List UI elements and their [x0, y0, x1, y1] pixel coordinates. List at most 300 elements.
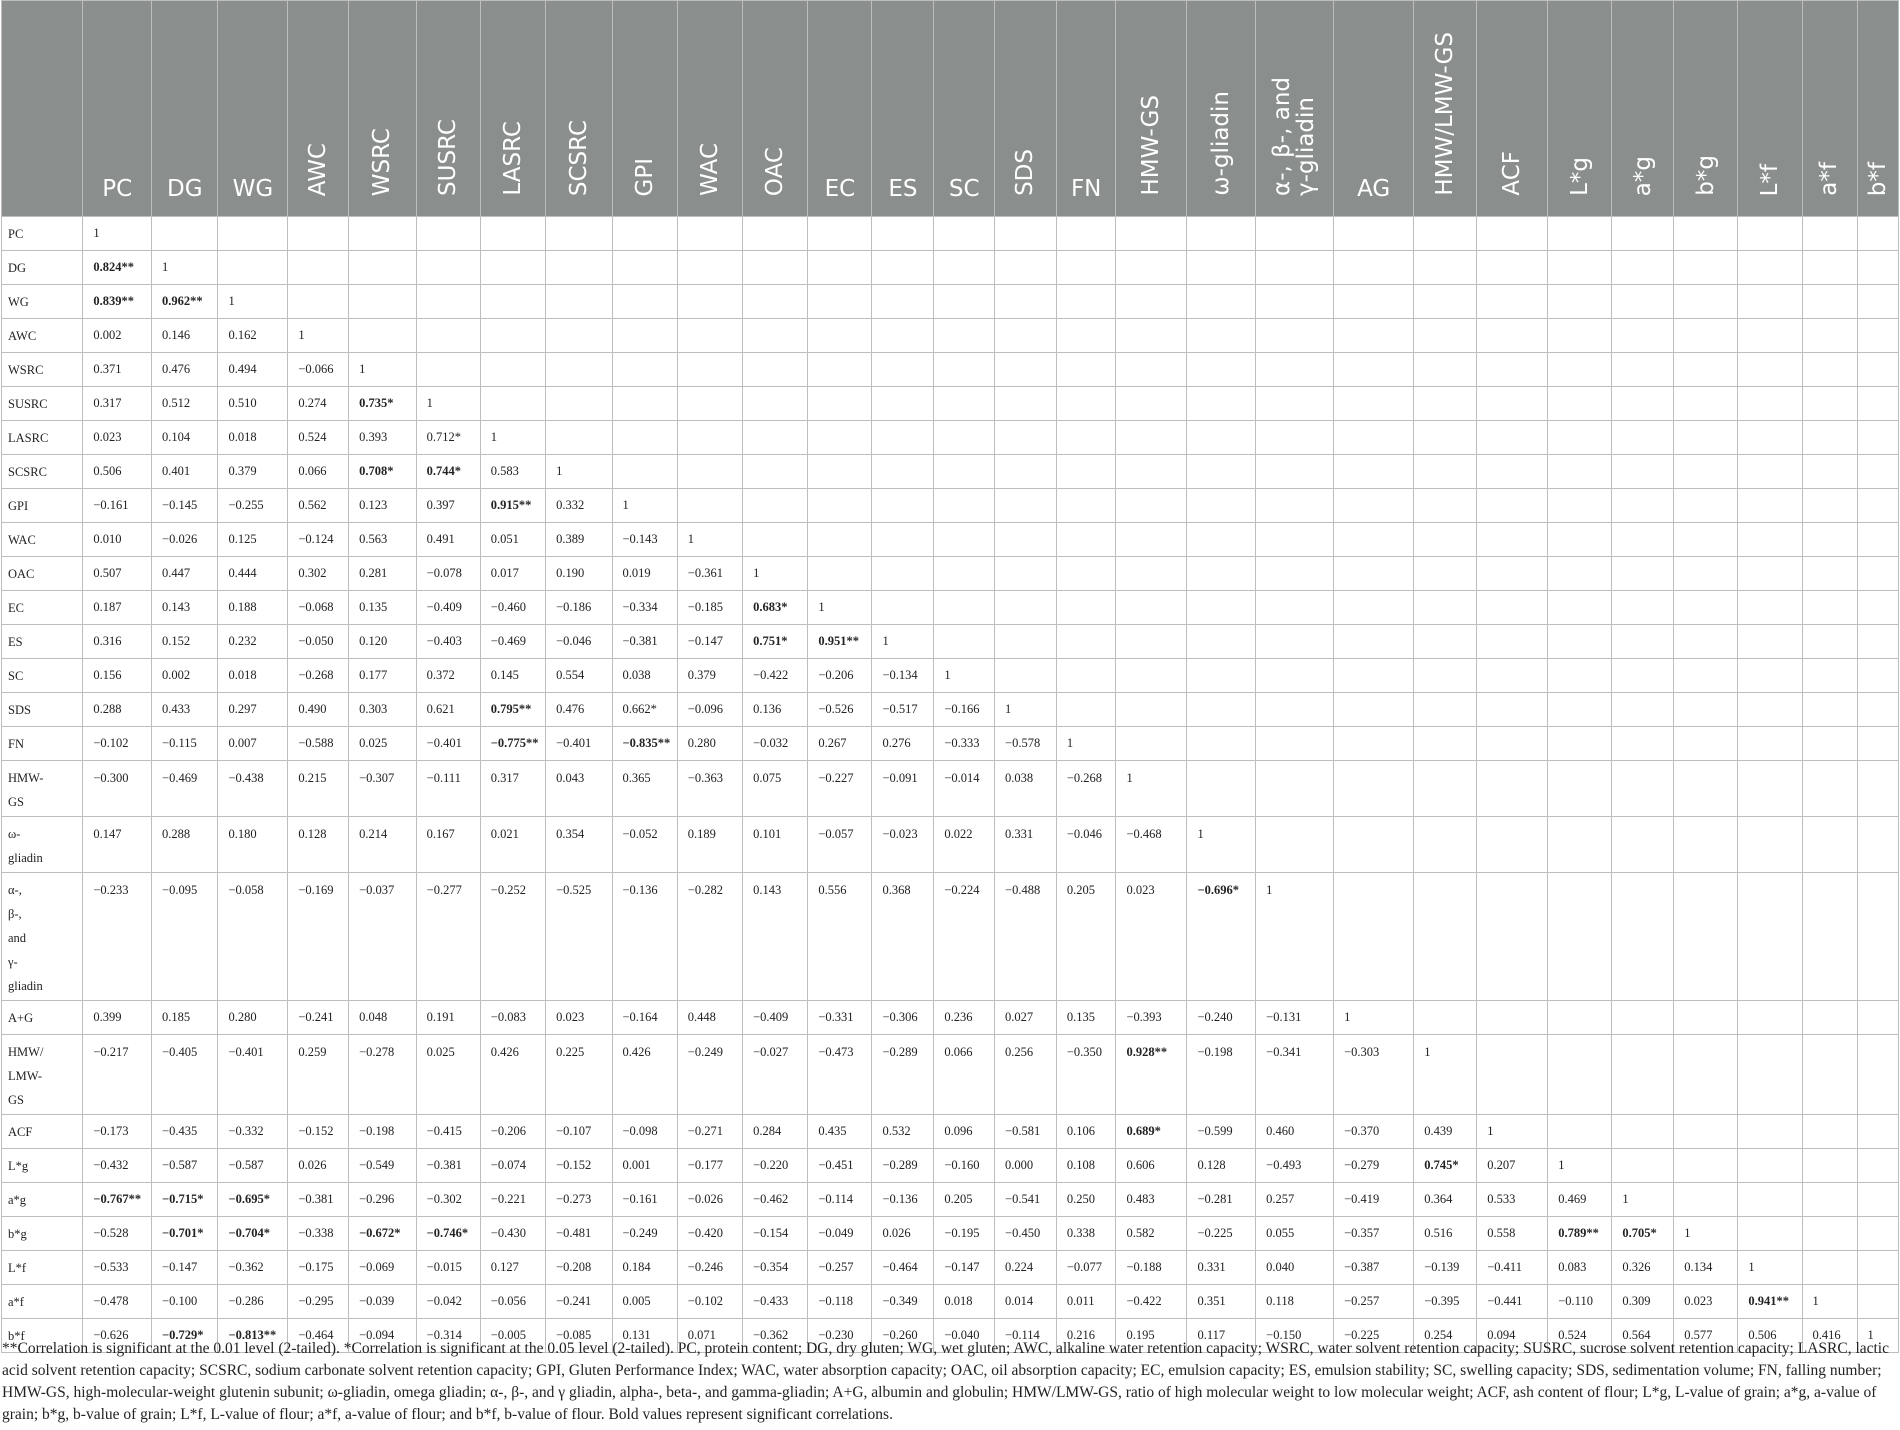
row-label: a*f: [2, 1285, 83, 1319]
empty-cell: [677, 489, 742, 523]
empty-cell: [1612, 319, 1674, 353]
correlation-value: 0.558: [1477, 1217, 1548, 1251]
empty-cell: [1056, 217, 1116, 251]
empty-cell: [1738, 455, 1802, 489]
empty-cell: [1738, 1217, 1802, 1251]
correlation-value: −0.528: [83, 1217, 152, 1251]
empty-cell: [1334, 659, 1414, 693]
empty-cell: [1256, 523, 1334, 557]
column-header: [546, 1, 612, 217]
correlation-value: 0.563: [349, 523, 417, 557]
correlation-value: −0.338: [288, 1217, 349, 1251]
empty-cell: [743, 217, 808, 251]
correlation-value: 0.928**: [1116, 1035, 1187, 1115]
column-header-label: PC: [102, 176, 133, 202]
table-row: [2, 455, 1899, 489]
empty-cell: [1738, 693, 1802, 727]
empty-cell: [416, 251, 480, 285]
correlation-value: 0.332: [546, 489, 612, 523]
table-row: [2, 523, 1899, 557]
empty-cell: [1056, 523, 1116, 557]
correlation-value: −0.046: [546, 625, 612, 659]
empty-cell: [1612, 659, 1674, 693]
table-footnote: [2, 1338, 1892, 1426]
column-header-label: L*g: [1566, 157, 1593, 196]
correlation-value: 1: [152, 251, 218, 285]
row-label: WSRC: [2, 353, 83, 387]
correlation-value: −0.282: [677, 873, 742, 1001]
correlation-value: −0.672*: [349, 1217, 417, 1251]
empty-cell: [677, 421, 742, 455]
empty-cell: [808, 285, 872, 319]
column-header: [1116, 1, 1187, 217]
column-header: [152, 1, 218, 217]
correlation-value: −0.314: [416, 1319, 480, 1353]
correlation-value: −0.333: [934, 727, 995, 761]
column-header-label: WG: [232, 176, 274, 202]
empty-cell: [1256, 659, 1334, 693]
empty-cell: [1738, 1035, 1802, 1115]
empty-cell: [1256, 217, 1334, 251]
correlation-value: −0.114: [995, 1319, 1057, 1353]
correlation-value: 0.745*: [1414, 1149, 1477, 1183]
empty-cell: [1187, 319, 1256, 353]
correlation-value: −0.432: [83, 1149, 152, 1183]
empty-cell: [1857, 1251, 1899, 1285]
correlation-value: 0.236: [934, 1001, 995, 1035]
empty-cell: [1056, 387, 1116, 421]
correlation-value: 0.735*: [349, 387, 417, 421]
empty-cell: [1414, 817, 1477, 873]
empty-cell: [1477, 353, 1548, 387]
empty-cell: [872, 319, 934, 353]
table-row: [2, 285, 1899, 319]
correlation-value: −0.052: [612, 817, 677, 873]
table-row: [2, 1285, 1899, 1319]
correlation-value: 0.191: [416, 1001, 480, 1035]
correlation-value: 0.712*: [416, 421, 480, 455]
correlation-value: −0.249: [677, 1035, 742, 1115]
column-header-label: a*g: [1629, 155, 1656, 196]
correlation-value: −0.277: [416, 873, 480, 1001]
correlation-value: 0.156: [83, 659, 152, 693]
correlation-value: 0.393: [349, 421, 417, 455]
correlation-value: 0.583: [480, 455, 545, 489]
correlation-value: −0.241: [288, 1001, 349, 1035]
correlation-value: 0.118: [1256, 1285, 1334, 1319]
correlation-value: 1: [480, 421, 545, 455]
row-label: HMW- GS: [2, 761, 83, 817]
table-row: [2, 693, 1899, 727]
column-header-label: SUSRC: [435, 119, 462, 196]
empty-cell: [349, 251, 417, 285]
empty-cell: [1056, 319, 1116, 353]
column-header: [1738, 1, 1802, 217]
empty-cell: [480, 285, 545, 319]
column-header: [1612, 1, 1674, 217]
correlation-value: −0.362: [218, 1251, 288, 1285]
empty-cell: [677, 387, 742, 421]
table-row: [2, 1149, 1899, 1183]
column-header: [872, 1, 934, 217]
correlation-value: 0.014: [995, 1285, 1057, 1319]
correlation-value: 0.941**: [1738, 1285, 1802, 1319]
empty-cell: [1674, 319, 1738, 353]
empty-cell: [1116, 421, 1187, 455]
correlation-value: −0.206: [808, 659, 872, 693]
empty-cell: [1548, 217, 1612, 251]
correlation-value: −0.131: [1256, 1001, 1334, 1035]
empty-cell: [612, 387, 677, 421]
empty-cell: [1857, 353, 1899, 387]
empty-cell: [1116, 523, 1187, 557]
correlation-value: −0.451: [808, 1149, 872, 1183]
empty-cell: [1116, 387, 1187, 421]
correlation-value: −0.195: [934, 1217, 995, 1251]
empty-cell: [1477, 591, 1548, 625]
correlation-value: 0.379: [218, 455, 288, 489]
correlation-value: 0.162: [218, 319, 288, 353]
correlation-value: 0.026: [872, 1217, 934, 1251]
empty-cell: [1334, 285, 1414, 319]
correlation-table: [1, 0, 1899, 1353]
column-header: [677, 1, 742, 217]
empty-cell: [1056, 625, 1116, 659]
correlation-value: −0.362: [743, 1319, 808, 1353]
empty-cell: [1187, 591, 1256, 625]
empty-cell: [1857, 591, 1899, 625]
empty-cell: [1857, 873, 1899, 1001]
correlation-value: −0.588: [288, 727, 349, 761]
correlation-value: 0.101: [743, 817, 808, 873]
correlation-value: −0.450: [995, 1217, 1057, 1251]
empty-cell: [1334, 455, 1414, 489]
correlation-value: 0.447: [152, 557, 218, 591]
row-label: ω- gliadin: [2, 817, 83, 873]
correlation-value: 0.303: [349, 693, 417, 727]
empty-cell: [1548, 817, 1612, 873]
empty-cell: [1056, 557, 1116, 591]
empty-cell: [1548, 489, 1612, 523]
column-header-label: b*f: [1864, 161, 1891, 196]
correlation-value: 0.143: [152, 591, 218, 625]
correlation-value: 0.379: [677, 659, 742, 693]
table-row: [2, 217, 1899, 251]
correlation-value: −0.217: [83, 1035, 152, 1115]
correlation-value: −0.350: [1056, 1035, 1116, 1115]
empty-cell: [1548, 659, 1612, 693]
correlation-value: −0.525: [546, 873, 612, 1001]
correlation-value: 0.338: [1056, 1217, 1116, 1251]
empty-cell: [934, 523, 995, 557]
correlation-value: −0.078: [416, 557, 480, 591]
empty-cell: [612, 455, 677, 489]
row-label: ACF: [2, 1115, 83, 1149]
empty-cell: [349, 319, 417, 353]
empty-cell: [480, 387, 545, 421]
empty-cell: [1116, 285, 1187, 319]
empty-cell: [1802, 557, 1857, 591]
empty-cell: [808, 353, 872, 387]
empty-cell: [1477, 873, 1548, 1001]
correlation-value: −0.334: [612, 591, 677, 625]
correlation-value: 1: [1477, 1115, 1548, 1149]
correlation-value: −0.626: [83, 1319, 152, 1353]
correlation-value: 0.326: [1612, 1251, 1674, 1285]
empty-cell: [1612, 557, 1674, 591]
empty-cell: [546, 421, 612, 455]
table-row: [2, 353, 1899, 387]
empty-cell: [288, 251, 349, 285]
correlation-value: 0.512: [152, 387, 218, 421]
correlation-value: 0.134: [1674, 1251, 1738, 1285]
correlation-value: −0.526: [808, 693, 872, 727]
column-header-label: α-, β-, and γ-gliadin: [1269, 77, 1320, 196]
correlation-value: −0.578: [995, 727, 1057, 761]
correlation-value: −0.096: [677, 693, 742, 727]
correlation-value: 0.469: [1548, 1183, 1612, 1217]
correlation-value: −0.252: [480, 873, 545, 1001]
empty-cell: [1612, 455, 1674, 489]
table-row: [2, 873, 1899, 1001]
empty-cell: [1802, 1251, 1857, 1285]
correlation-value: 0.274: [288, 387, 349, 421]
empty-cell: [546, 217, 612, 251]
correlation-value: 0.184: [612, 1251, 677, 1285]
empty-cell: [1116, 625, 1187, 659]
correlation-value: −0.118: [808, 1285, 872, 1319]
correlation-value: −0.481: [546, 1217, 612, 1251]
empty-cell: [1477, 1001, 1548, 1035]
empty-cell: [1414, 455, 1477, 489]
column-header: [1477, 1, 1548, 217]
correlation-value: −0.005: [480, 1319, 545, 1353]
correlation-value: 1: [83, 217, 152, 251]
correlation-value: −0.279: [1334, 1149, 1414, 1183]
empty-cell: [808, 319, 872, 353]
empty-cell: [1477, 693, 1548, 727]
correlation-value: 1: [872, 625, 934, 659]
empty-cell: [288, 217, 349, 251]
correlation-value: 0.354: [546, 817, 612, 873]
correlation-value: −0.422: [1116, 1285, 1187, 1319]
correlation-value: 0.426: [480, 1035, 545, 1115]
empty-cell: [1674, 489, 1738, 523]
empty-cell: [1334, 421, 1414, 455]
empty-cell: [1116, 591, 1187, 625]
column-header-label: AWC: [305, 142, 332, 196]
correlation-value: 0.152: [152, 625, 218, 659]
correlation-value: 0.021: [480, 817, 545, 873]
correlation-value: 0.433: [152, 693, 218, 727]
correlation-value: −0.100: [152, 1285, 218, 1319]
column-header-label: GPI: [631, 157, 658, 196]
empty-cell: [1477, 251, 1548, 285]
column-header-label: LASRC: [499, 121, 526, 196]
correlation-value: 0.135: [1056, 1001, 1116, 1035]
correlation-value: −0.255: [218, 489, 288, 523]
table-row: [2, 727, 1899, 761]
correlation-value: 0.524: [288, 421, 349, 455]
correlation-value: −0.302: [416, 1183, 480, 1217]
empty-cell: [677, 455, 742, 489]
correlation-value: 0.276: [872, 727, 934, 761]
correlation-value: 0.000: [995, 1149, 1057, 1183]
table-row: [2, 421, 1899, 455]
empty-cell: [1857, 319, 1899, 353]
column-header: [1548, 1, 1612, 217]
empty-cell: [1187, 761, 1256, 817]
empty-cell: [1802, 387, 1857, 421]
empty-cell: [1116, 557, 1187, 591]
empty-cell: [1738, 1183, 1802, 1217]
empty-cell: [480, 353, 545, 387]
row-label: OAC: [2, 557, 83, 591]
empty-cell: [1548, 557, 1612, 591]
row-label: LASRC: [2, 421, 83, 455]
column-header-label: SDS: [1012, 149, 1039, 196]
footnote-text: **Correlation is significant at the 0.01 level (2-tailed). *Correlation is significant at the 0.05 level (2-tailed). PC, protein content; DG, dry gluten; WG, wet gluten; AWC, alkaline water retention capacity; WSRC, water solvent retention capacity; SUSRC, sucrose solvent retention capacity; LASRC, lactic acid solvent retention capacity; SCSRC, sodium carbonate solvent retention capacity; GPI, Gluten Performance Index; WAC, water absorption capacity; OAC, oil absorption capacity; EC, emulsion capacity; ES, emulsion stability; SC, swelling capacity; SDS, sedimentation volume; FN, falling number; HMW-GS, high-molecular-weight glutenin subunit; ω-gliadin, omega gliadin; α-, β-, and γ gliadin, alpha-, beta-, and gamma-gliadin; A+G, albumin and globulin; HMW/LMW-GS, ratio of high molecular weight to low molecular weight; ACF, ash content of flour; L*g, L-value of grain; a*g, a-value of grain; b*g, b-value of grain; L*f, L-value of flour; a*f, a-value of flour; and b*f, b-value of flour. Bold values represent significant correlations.: [2, 1340, 1889, 1423]
correlation-value: −0.478: [83, 1285, 152, 1319]
empty-cell: [1857, 421, 1899, 455]
correlation-value: 0.281: [349, 557, 417, 591]
column-header: [416, 1, 480, 217]
empty-cell: [1116, 319, 1187, 353]
correlation-value: −0.257: [808, 1251, 872, 1285]
empty-cell: [1187, 455, 1256, 489]
column-header-label: AG: [1357, 176, 1391, 202]
correlation-value: 1: [1116, 761, 1187, 817]
correlation-value: −0.056: [480, 1285, 545, 1319]
empty-cell: [1802, 421, 1857, 455]
empty-cell: [808, 557, 872, 591]
column-header-label: FN: [1070, 176, 1102, 202]
empty-cell: [1802, 217, 1857, 251]
correlation-value: 0.017: [480, 557, 545, 591]
correlation-value: 0.317: [83, 387, 152, 421]
correlation-value: −0.206: [480, 1115, 545, 1149]
empty-cell: [416, 319, 480, 353]
empty-cell: [1414, 523, 1477, 557]
correlation-value: 0.040: [1256, 1251, 1334, 1285]
column-header-label: L*f: [1756, 163, 1783, 196]
empty-cell: [872, 353, 934, 387]
empty-cell: [349, 217, 417, 251]
correlation-value: −0.438: [218, 761, 288, 817]
empty-cell: [1802, 761, 1857, 817]
correlation-value: 0.506: [83, 455, 152, 489]
correlation-value: 0.018: [218, 659, 288, 693]
correlation-value: −0.091: [872, 761, 934, 817]
correlation-value: −0.145: [152, 489, 218, 523]
header-corner-cell: [2, 1, 83, 217]
correlation-value: −0.098: [612, 1115, 677, 1149]
table-row: [2, 251, 1899, 285]
empty-cell: [1187, 523, 1256, 557]
correlation-value: −0.224: [934, 873, 995, 1001]
empty-cell: [1674, 591, 1738, 625]
correlation-value: 0.331: [995, 817, 1057, 873]
empty-cell: [677, 319, 742, 353]
empty-cell: [1857, 727, 1899, 761]
empty-cell: [1674, 251, 1738, 285]
empty-cell: [995, 455, 1057, 489]
correlation-value: 1: [1738, 1251, 1802, 1285]
correlation-value: 0.562: [288, 489, 349, 523]
empty-cell: [995, 387, 1057, 421]
empty-cell: [1187, 217, 1256, 251]
correlation-value: 0.397: [416, 489, 480, 523]
correlation-value: −0.014: [934, 761, 995, 817]
empty-cell: [1187, 625, 1256, 659]
empty-cell: [1256, 489, 1334, 523]
table-row: [2, 761, 1899, 817]
empty-cell: [1802, 1115, 1857, 1149]
empty-cell: [1857, 1183, 1899, 1217]
correlation-value: 0.190: [546, 557, 612, 591]
empty-cell: [1738, 217, 1802, 251]
table-row: [2, 489, 1899, 523]
correlation-value: 0.915**: [480, 489, 545, 523]
empty-cell: [1256, 285, 1334, 319]
correlation-value: 0.005: [612, 1285, 677, 1319]
empty-cell: [1414, 761, 1477, 817]
correlation-value: −0.387: [1334, 1251, 1414, 1285]
correlation-value: −0.381: [416, 1149, 480, 1183]
empty-cell: [743, 285, 808, 319]
correlation-value: −0.107: [546, 1115, 612, 1149]
empty-cell: [934, 421, 995, 455]
correlation-value: −0.233: [83, 873, 152, 1001]
empty-cell: [1414, 489, 1477, 523]
empty-cell: [1612, 251, 1674, 285]
empty-cell: [1256, 817, 1334, 873]
empty-cell: [1612, 1035, 1674, 1115]
correlation-value: −0.221: [480, 1183, 545, 1217]
empty-cell: [416, 353, 480, 387]
empty-cell: [1548, 761, 1612, 817]
correlation-value: 0.023: [1674, 1285, 1738, 1319]
empty-cell: [995, 353, 1057, 387]
empty-cell: [480, 251, 545, 285]
correlation-value: 1: [1187, 817, 1256, 873]
correlation-value: −0.331: [808, 1001, 872, 1035]
empty-cell: [480, 217, 545, 251]
correlation-value: −0.115: [152, 727, 218, 761]
table-row: [2, 1115, 1899, 1149]
empty-cell: [1802, 353, 1857, 387]
correlation-value: 0.188: [218, 591, 288, 625]
table-row: [2, 625, 1899, 659]
correlation-value: −0.354: [743, 1251, 808, 1285]
correlation-value: 0.317: [480, 761, 545, 817]
empty-cell: [1548, 727, 1612, 761]
empty-cell: [1548, 251, 1612, 285]
empty-cell: [934, 251, 995, 285]
correlation-value: 0.254: [1414, 1319, 1477, 1353]
empty-cell: [1116, 693, 1187, 727]
correlation-value: 0.288: [152, 817, 218, 873]
empty-cell: [1802, 455, 1857, 489]
empty-cell: [1674, 353, 1738, 387]
empty-cell: [995, 421, 1057, 455]
correlation-value: −0.278: [349, 1035, 417, 1115]
correlation-value: −0.074: [480, 1149, 545, 1183]
table-row: [2, 557, 1899, 591]
correlation-value: −0.281: [1187, 1183, 1256, 1217]
table-row: [2, 591, 1899, 625]
empty-cell: [1802, 1183, 1857, 1217]
